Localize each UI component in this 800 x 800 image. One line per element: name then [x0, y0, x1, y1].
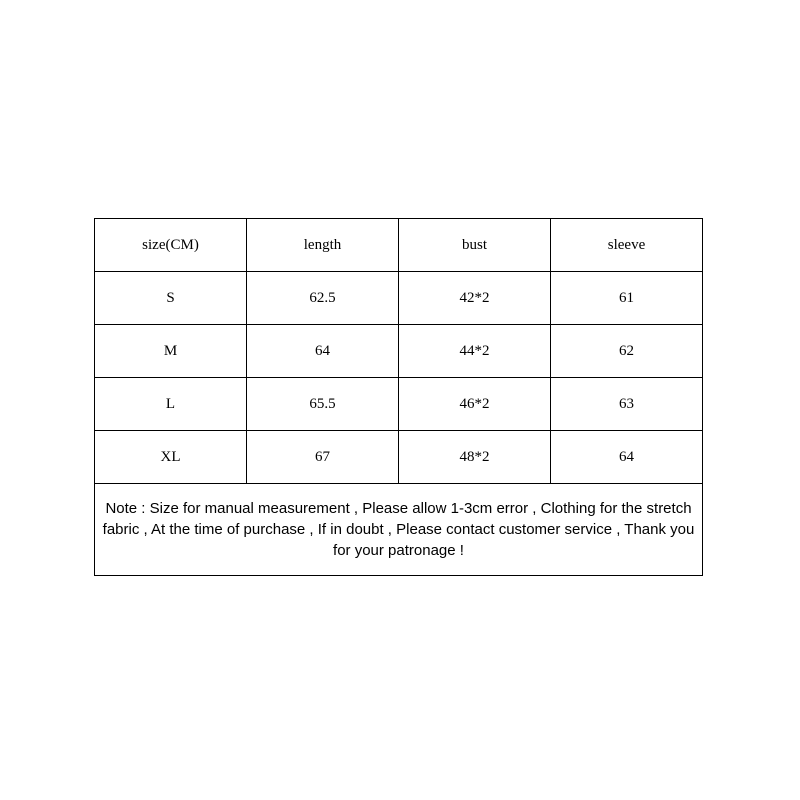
header-row [95, 219, 703, 272]
table-row [95, 431, 703, 484]
cell-sleeve: 64 [551, 431, 703, 484]
cell-bust: 42*2 [399, 272, 551, 325]
cell-length: 67 [247, 431, 399, 484]
cell-sleeve: 62 [551, 325, 703, 378]
header-length: length [247, 219, 399, 272]
header-bust: bust [399, 219, 551, 272]
cell-bust: 44*2 [399, 325, 551, 378]
note-row [95, 484, 703, 576]
cell-length: 62.5 [247, 272, 399, 325]
cell-length: 65.5 [247, 378, 399, 431]
cell-size: XL [95, 431, 247, 484]
cell-bust: 48*2 [399, 431, 551, 484]
cell-size: M [95, 325, 247, 378]
table-row [95, 272, 703, 325]
header-size: size(CM) [95, 219, 247, 272]
table-row [95, 378, 703, 431]
cell-length: 64 [247, 325, 399, 378]
cell-bust: 46*2 [399, 378, 551, 431]
cell-size: L [95, 378, 247, 431]
cell-sleeve: 61 [551, 272, 703, 325]
cell-size: S [95, 272, 247, 325]
table-row [95, 325, 703, 378]
header-sleeve: sleeve [551, 219, 703, 272]
size-chart-table [94, 218, 703, 576]
cell-sleeve: 63 [551, 378, 703, 431]
measurement-note: Note : Size for manual measurement , Please allow 1-3cm error , Clothing for the stretch fabric , At the time of purchase , If in doubt , Please contact customer service , Thank you for your patronage ! [95, 484, 703, 576]
